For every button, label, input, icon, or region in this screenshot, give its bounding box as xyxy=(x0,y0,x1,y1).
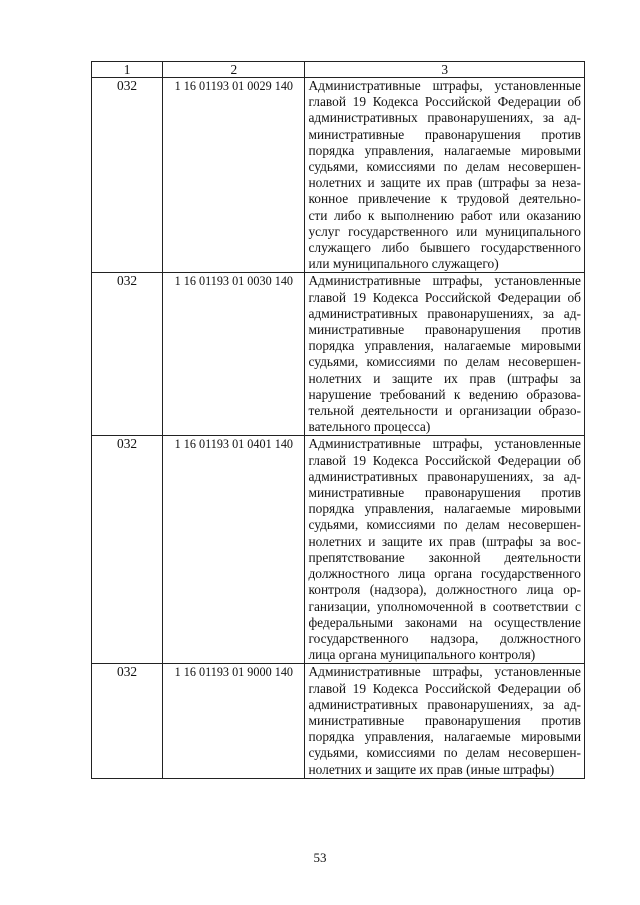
description-line: главой 19 Кодекса Российской Федерации об xyxy=(308,94,581,110)
description-line: государственного надзора, должностного xyxy=(308,630,581,646)
description-line: ганизации, уполномоченной в соответствии с xyxy=(308,598,581,614)
description-line: вательного процесса) xyxy=(308,419,431,435)
description-line: административных правонарушениях, за ад- xyxy=(308,110,581,126)
description-line: министративные правонарушения против xyxy=(308,126,581,142)
description-line: нолетних и защите их прав (штрафы за неза- xyxy=(308,175,581,191)
table-row xyxy=(92,436,585,664)
page-number: 53 xyxy=(313,850,327,865)
description-cell xyxy=(305,664,585,778)
header-col-3: 3 xyxy=(305,62,585,78)
description-line: сти либо к выполнению работ или оказанию xyxy=(308,207,581,223)
description-line: нарушение требований к ведению образова- xyxy=(308,386,581,402)
description-line: судьями, комиссиями по делам несовершен- xyxy=(308,354,581,370)
ministry-code-cell: 032 xyxy=(92,273,163,436)
description-line: должностного лица органа государственного xyxy=(308,566,581,582)
budget-code-cell: 1 16 01193 01 0029 140 xyxy=(163,78,305,273)
description-line: тельной деятельности и организации образо- xyxy=(308,403,581,419)
description-line: главой 19 Кодекса Российской Федерации об xyxy=(308,452,581,468)
description-line: Административные штрафы, установленные xyxy=(308,664,581,680)
description-line: федеральными законами на осуществление xyxy=(308,614,581,630)
description-line: нолетних и защите их прав (штрафы за xyxy=(308,370,581,386)
description-line: контроля (надзора), должностного лица ор- xyxy=(308,582,581,598)
fines-table xyxy=(91,61,585,779)
description-line: судьями, комиссиями по делам несовершен- xyxy=(308,745,581,761)
budget-code-cell: 1 16 01193 01 0030 140 xyxy=(163,273,305,436)
description-line: административных правонарушениях, за ад- xyxy=(308,696,581,712)
description-cell xyxy=(305,78,585,273)
header-col-2: 2 xyxy=(163,62,305,78)
description-line: конное привлечение к трудовой деятельно- xyxy=(308,191,581,207)
description-line: Административные штрафы, установленные xyxy=(308,436,581,452)
description-line: услуг государственного или муниципального xyxy=(308,223,581,239)
budget-code-cell: 1 16 01193 01 9000 140 xyxy=(163,664,305,778)
description-line: Административные штрафы, установленные xyxy=(308,78,581,93)
description-line: министративные правонарушения против xyxy=(308,322,581,338)
description-line: нолетних и защите их прав (иные штрафы) xyxy=(308,761,555,777)
description-line: или муниципального служащего) xyxy=(308,256,499,272)
description-line: министративные правонарушения против xyxy=(308,485,581,501)
description-cell xyxy=(305,436,585,664)
table-header-row xyxy=(92,62,585,78)
description-line: главой 19 Кодекса Российской Федерации об xyxy=(308,680,581,696)
table-row xyxy=(92,78,585,273)
description-line: министративные правонарушения против xyxy=(308,712,581,728)
description-line: порядка управления, налагаемые мировыми xyxy=(308,729,581,745)
description-line: Административные штрафы, установленные xyxy=(308,273,581,289)
fines-table-body xyxy=(92,62,585,779)
ministry-code-cell: 032 xyxy=(92,664,163,778)
description-line: служащего либо бывшего государственного xyxy=(308,240,581,256)
description-line: административных правонарушениях, за ад- xyxy=(308,305,581,321)
description-line: лица органа муниципального контроля) xyxy=(308,647,536,663)
description-line: административных правонарушениях, за ад- xyxy=(308,468,581,484)
description-line: судьями, комиссиями по делам несовершен- xyxy=(308,517,581,533)
ministry-code-cell: 032 xyxy=(92,436,163,664)
description-line: порядка управления, налагаемые мировыми xyxy=(308,338,581,354)
ministry-code-cell: 032 xyxy=(92,78,163,273)
description-line: препятствование законной деятельности xyxy=(308,549,581,565)
description-line: судьями, комиссиями по делам несовершен- xyxy=(308,159,581,175)
description-line: главой 19 Кодекса Российской Федерации об xyxy=(308,289,581,305)
description-cell xyxy=(305,273,585,436)
table-row xyxy=(92,273,585,436)
header-col-1: 1 xyxy=(92,62,163,78)
table-row xyxy=(92,664,585,778)
description-line: порядка управления, налагаемые мировыми xyxy=(308,501,581,517)
budget-code-cell: 1 16 01193 01 0401 140 xyxy=(163,436,305,664)
description-line: нолетних и защите их прав (штрафы за вос- xyxy=(308,533,581,549)
description-line: порядка управления, налагаемые мировыми xyxy=(308,142,581,158)
